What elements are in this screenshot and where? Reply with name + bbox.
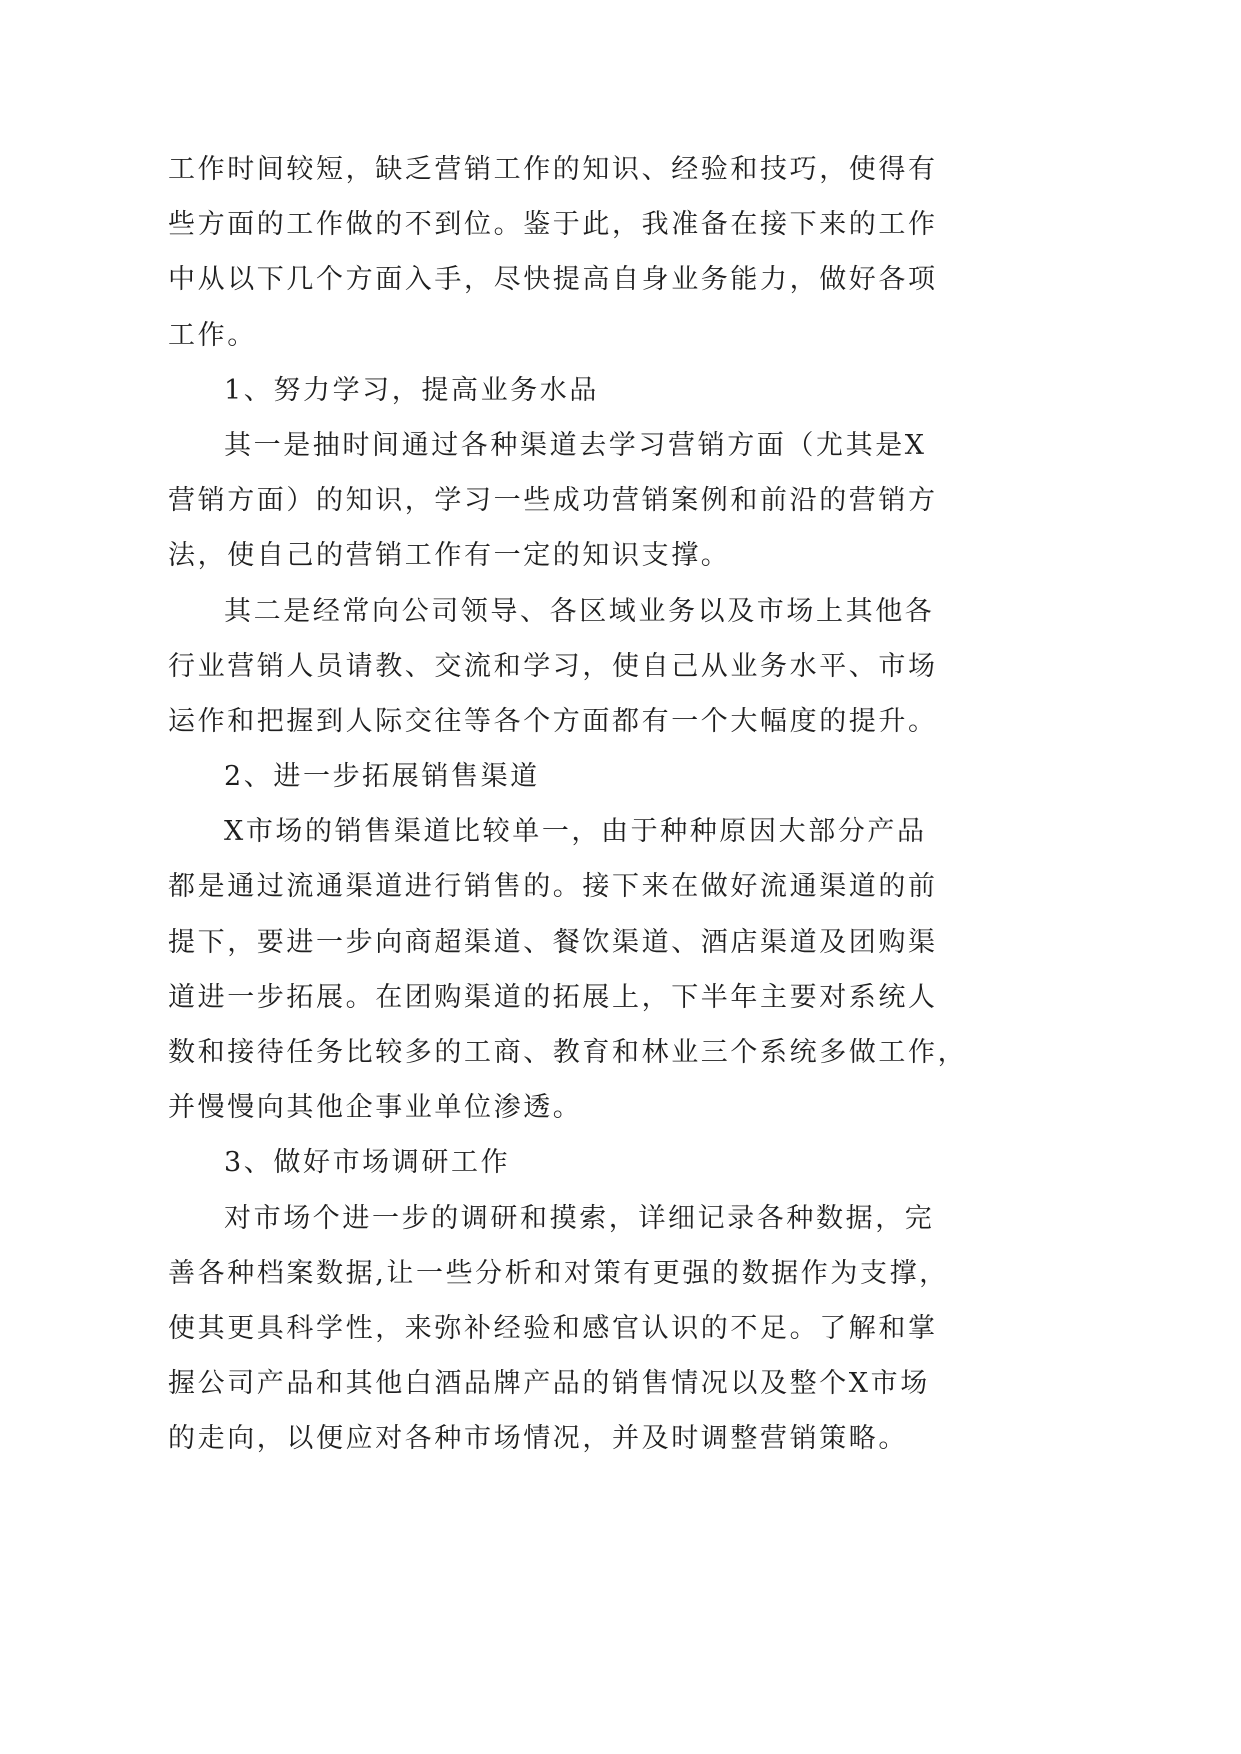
section-heading: 2、进一步拓展销售渠道 <box>224 761 540 793</box>
body-line: 并慢慢向其他企事业单位渗透。 <box>168 1092 583 1124</box>
paragraph-start: 其一是抽时间通过各种渠道去学习营销方面（尤其是X <box>224 429 927 461</box>
paragraph-start: X市场的销售渠道比较单一，由于种种原因大部分产品 <box>224 816 927 848</box>
paragraph-start: 其二是经常向公司领导、各区域业务以及市场上其他各 <box>224 595 935 627</box>
body-line: 握公司产品和其他白酒品牌产品的销售情况以及整个X市场 <box>168 1368 930 1400</box>
section-heading: 1、努力学习，提高业务水品 <box>224 374 599 406</box>
body-line: 行业营销人员请教、交流和学习，使自己从业务水平、市场 <box>168 650 938 682</box>
body-line: 使其更具科学性，来弥补经验和感官认识的不足。了解和掌 <box>168 1312 938 1344</box>
body-line: 数和接待任务比较多的工商、教育和林业三个系统多做工作， <box>168 1037 968 1068</box>
body-line: 道进一步拓展。在团购渠道的拓展上，下半年主要对系统人 <box>168 981 938 1013</box>
body-line: 法，使自己的营销工作有一定的知识支撑。 <box>168 540 731 572</box>
body-line: 运作和把握到人际交往等各个方面都有一个大幅度的提升。 <box>168 705 938 737</box>
document-body <box>168 142 968 1467</box>
section-heading: 3、做好市场调研工作 <box>224 1147 511 1179</box>
body-line: 些方面的工作做的不到位。鉴于此，我准备在接下来的工作 <box>168 209 938 241</box>
body-line: 提下，要进一步向商超渠道、餐饮渠道、酒店渠道及团购渠 <box>168 926 938 958</box>
body-line: 中从以下几个方面入手，尽快提高自身业务能力，做好各项 <box>168 264 938 296</box>
paragraph-start: 对市场个进一步的调研和摸索，详细记录各种数据，完 <box>224 1202 935 1234</box>
body-line: 都是通过流通渠道进行销售的。接下来在做好流通渠道的前 <box>168 871 938 903</box>
body-line: 工作时间较短，缺乏营销工作的知识、经验和技巧，使得有 <box>168 154 938 185</box>
body-line: 的走向，以便应对各种市场情况，并及时调整营销策略。 <box>168 1423 908 1455</box>
body-line: 工作。 <box>168 319 257 351</box>
body-line: 善各种档案数据,让一些分析和对策有更强的数据作为支撑， <box>168 1257 949 1289</box>
body-line: 营销方面）的知识，学习一些成功营销案例和前沿的营销方 <box>168 485 938 517</box>
